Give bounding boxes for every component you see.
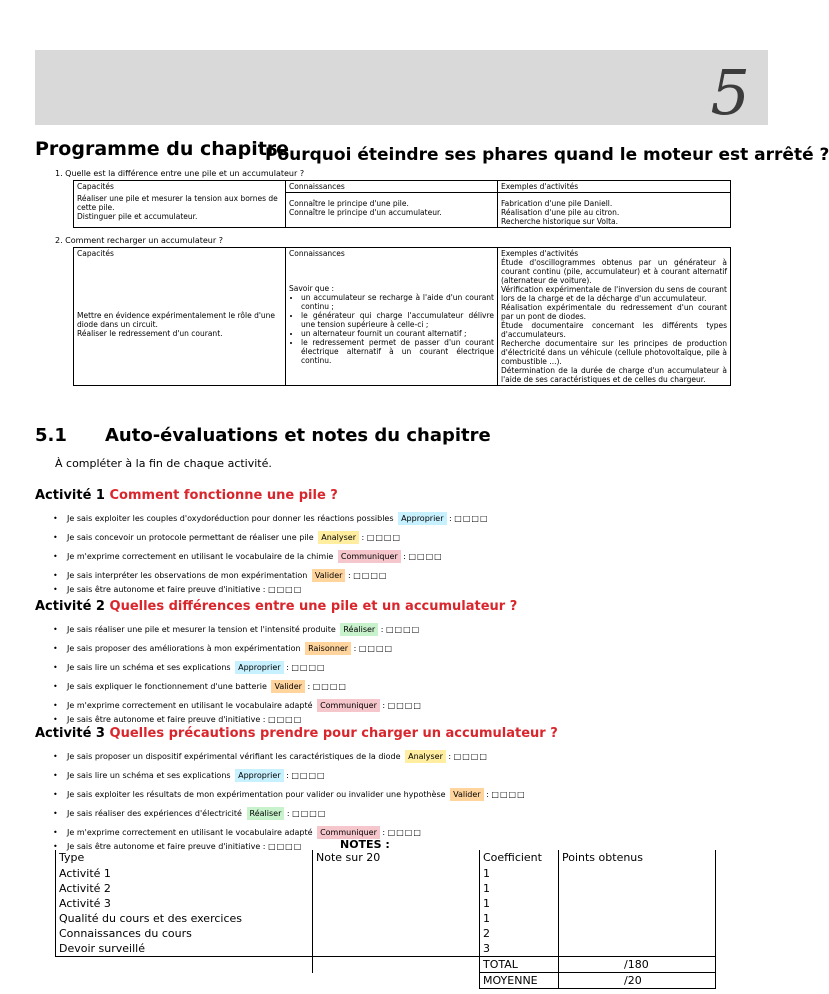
list-item: • Je sais lire un schéma et ses explications Approprier : □□□□	[50, 661, 422, 675]
section-heading	[35, 425, 491, 446]
section-number: 5.1	[35, 425, 67, 446]
rating-boxes[interactable]: □□□□	[358, 644, 394, 653]
table-row	[56, 957, 716, 973]
row-coef: 1	[480, 911, 559, 926]
cell-exemples	[498, 248, 731, 386]
header-coefficient: Coefficient	[480, 850, 559, 866]
rating-boxes[interactable]: □□□□	[454, 514, 489, 523]
row-type: Devoir surveillé	[56, 941, 313, 957]
row-coef: 2	[480, 926, 559, 941]
activity-title: Quelles précautions prendre pour charger un accumulateur ?	[109, 726, 558, 741]
row-type: Connaissances du cours	[56, 926, 313, 941]
list-item: • Je sais proposer des améliorations à mon expérimentation Raisonner : □□□□	[50, 642, 422, 656]
rating-boxes[interactable]: □□□□	[385, 625, 421, 634]
skill-tag: Valider	[271, 680, 305, 693]
list-item: • Je sais concevoir un protocole permettant de réaliser une pile Analyser : □□□□	[50, 531, 489, 545]
table-row	[56, 881, 716, 896]
header-exemples: Exemples d'activités	[501, 249, 579, 258]
note-cell[interactable]	[313, 911, 480, 926]
row-coef: 1	[480, 866, 559, 881]
item-text: Je sais proposer un dispositif expérimental vérifiant les caractéristiques de la diode	[67, 752, 401, 761]
list-item: • Je sais exploiter les résultats de mon expérimentation pour valider ou invalider une hypothèse Valider : □□□□	[50, 788, 526, 802]
list-item: • Je m'exprime correctement en utilisant le vocabulaire adapté Communiquer : □□□□	[50, 826, 526, 840]
skill-tag: Approprier	[398, 512, 446, 525]
text-line: Connaître le principe d'une pile.	[289, 199, 409, 208]
item-text: Je sais concevoir un protocole permettant de réaliser une pile	[67, 533, 314, 542]
activity-1-items	[50, 512, 489, 597]
points-cell[interactable]	[559, 941, 716, 957]
item-text: Je sais être autonome et faire preuve d'initiative :	[67, 842, 266, 851]
item-text: Je sais exploiter les résultats de mon expérimentation pour valider ou invalider une hypothèse	[67, 790, 446, 799]
text-line: Recherche historique sur Volta.	[501, 217, 618, 226]
skill-tag: Communiquer	[338, 550, 401, 563]
points-cell[interactable]	[559, 881, 716, 896]
row-type: Activité 1	[56, 866, 313, 881]
question-2: 2. Comment recharger un accumulateur ?	[55, 236, 223, 245]
note-cell[interactable]	[313, 941, 480, 957]
skill-tag: Réaliser	[340, 623, 378, 636]
rating-boxes[interactable]: □□□□	[366, 533, 402, 542]
rating-boxes[interactable]: □□□□	[387, 701, 422, 710]
list-item: • le redressement permet de passer d'un courant électrique alternatif à un courant électrique continu.	[301, 338, 494, 365]
points-cell[interactable]	[559, 896, 716, 911]
cell-capacites	[74, 264, 286, 385]
cell-capacites	[74, 193, 286, 228]
knowledge-list	[289, 293, 494, 365]
text-line: Fabrication d'une pile Daniell.	[501, 199, 613, 208]
rating-boxes[interactable]: □□□□	[387, 828, 422, 837]
header-type: Type	[56, 850, 313, 866]
rating-boxes[interactable]: □□□□	[353, 571, 388, 580]
rating-boxes[interactable]: □□□□	[491, 790, 526, 799]
list-item: • Je m'exprime correctement en utilisant le vocabulaire de la chimie Communiquer : □□□□	[50, 550, 489, 564]
list-item: • Je m'exprime correctement en utilisant le vocabulaire adapté Communiquer : □□□□	[50, 699, 422, 713]
rating-boxes[interactable]: □□□□	[268, 715, 303, 724]
skill-tag: Approprier	[235, 769, 283, 782]
item-text: Je sais lire un schéma et ses explications	[67, 663, 231, 672]
item-text: Je sais réaliser une pile et mesurer la tension et l'intensité produite	[67, 625, 336, 634]
list-item: • un alternateur fournit un courant alternatif ;	[301, 329, 494, 338]
activity-2-items	[50, 623, 422, 727]
skill-tag: Communiquer	[317, 699, 380, 712]
list-item: • Je sais lire un schéma et ses explications Approprier : □□□□	[50, 769, 526, 783]
row-type: Qualité du cours et des exercices	[56, 911, 313, 926]
header-capacites: Capacités	[74, 181, 286, 193]
cell-exemples	[498, 193, 731, 228]
row-coef: 1	[480, 896, 559, 911]
item-text: Je sais lire un schéma et ses explications	[67, 771, 231, 780]
item-text: Je sais interpréter les observations de mon expérimentation	[67, 571, 308, 580]
skill-tag: Analyser	[318, 531, 359, 544]
row-coef: 1	[480, 881, 559, 896]
rating-boxes[interactable]: □□□□	[408, 552, 443, 561]
list-item: • Je sais réaliser des expériences d'électricité Réaliser : □□□□	[50, 807, 526, 821]
note-cell[interactable]	[313, 866, 480, 881]
total-label: TOTAL	[480, 957, 559, 973]
item-text: Je sais réaliser des expériences d'électricité	[67, 809, 242, 818]
item-text: Je sais être autonome et faire preuve d'initiative :	[67, 585, 266, 594]
text-line: Mettre en évidence expérimentalement le rôle d'une diode dans un circuit.	[77, 311, 276, 330]
points-cell[interactable]	[559, 866, 716, 881]
header-exemples: Exemples d'activités	[498, 181, 731, 193]
points-cell[interactable]	[559, 926, 716, 941]
text-line: Vérification expérimentale de l'inversion du sens de courant lors de la charge et de la décharge d'un accumulateur.	[501, 285, 727, 303]
rating-boxes[interactable]: □□□□	[292, 809, 327, 818]
note-cell[interactable]	[313, 881, 480, 896]
skill-tag: Valider	[450, 788, 484, 801]
list-item: • le générateur qui charge l'accumulateur délivre une tension supérieure à celle-ci ;	[301, 311, 494, 329]
table-row	[56, 926, 716, 941]
activity-3-heading	[35, 726, 558, 741]
list-item: • Je sais réaliser une pile et mesurer la tension et l'intensité produite Réaliser : □□□□	[50, 623, 422, 637]
chapter-number: 5	[710, 56, 750, 129]
activity-label: Activité 1	[35, 488, 105, 503]
text-line: Recherche documentaire sur les principes de production d'électricité dans un véhicule (cellule photovoltaïque, pile à combustible ...).	[501, 339, 727, 366]
activity-label: Activité 3	[35, 726, 105, 741]
notes-heading: NOTES :	[340, 838, 390, 851]
section-title: Auto-évaluations et notes du chapitre	[105, 425, 491, 446]
activity-3-items	[50, 750, 526, 854]
text-line: Étude d'oscillogrammes obtenus par un générateur à courant continu (pile, accumulateur) et à courant alternatif (alternateur de voiture).	[501, 258, 727, 285]
text-line: Savoir que :	[289, 284, 334, 294]
rating-boxes[interactable]: □□□□	[291, 771, 326, 780]
rating-boxes[interactable]: □□□□	[268, 585, 303, 594]
header-capacites: Capacités	[74, 248, 286, 265]
moyenne-label: MOYENNE	[480, 973, 559, 989]
row-type: Activité 3	[56, 896, 313, 911]
list-item: • Je sais proposer un dispositif expérimental vérifiant les caractéristiques de la diode Analyser : □□□□	[50, 750, 526, 764]
skill-tag: Raisonner	[305, 642, 351, 655]
text-line: Réalisation d'une pile au citron.	[501, 208, 620, 217]
item-text: Je m'exprime correctement en utilisant le vocabulaire de la chimie	[67, 552, 334, 561]
table-row	[56, 973, 716, 989]
table-row	[56, 850, 716, 866]
text-line: Réaliser une pile et mesurer la tension aux bornes de cette pile.	[77, 193, 278, 212]
table-row	[56, 911, 716, 926]
skill-tag: Réaliser	[247, 807, 285, 820]
header-points: Points obtenus	[559, 850, 716, 866]
table-row	[56, 866, 716, 881]
list-item	[50, 713, 422, 727]
list-item: • un accumulateur se recharge à l'aide d'un courant continu ;	[301, 293, 494, 311]
list-item	[50, 583, 489, 597]
row-type: Activité 2	[56, 881, 313, 896]
activity-label: Activité 2	[35, 599, 105, 614]
rating-boxes[interactable]: □□□□	[291, 663, 326, 672]
question-1: 1. Quelle est la différence entre une pile et un accumulateur ?	[55, 169, 305, 178]
header-connaissances: Connaissances	[286, 248, 498, 265]
item-text: Je m'exprime correctement en utilisant le vocabulaire adapté	[67, 828, 313, 837]
programme-table-1	[73, 180, 731, 228]
note-cell[interactable]	[313, 896, 480, 911]
text-line: Connaître le principe d'un accumulateur.	[289, 208, 442, 217]
list-item: • Je sais exploiter les couples d'oxydoréduction pour donner les réactions possibles Approprier : □□□□	[50, 512, 489, 526]
item-text: Je sais exploiter les couples d'oxydoréduction pour donner les réactions possibles	[67, 514, 394, 523]
programme-heading: Programme du chapitre	[35, 138, 290, 160]
header-connaissances: Connaissances	[286, 181, 498, 193]
text-line: Réaliser le redressement d'un courant.	[77, 329, 223, 339]
section-intro: À compléter à la fin de chaque activité.	[55, 457, 272, 470]
activity-1-heading	[35, 488, 338, 503]
item-text: Je sais expliquer le fonctionnement d'une batterie	[67, 682, 267, 691]
text-line: Étude documentaire concernant les différents types d'accumulateurs.	[501, 321, 727, 339]
cell-connaissances	[286, 193, 498, 228]
text-line: Réalisation expérimentale du redressement d'un courant par un pont de diodes.	[501, 303, 727, 321]
item-text: Je sais être autonome et faire preuve d'initiative :	[67, 715, 266, 724]
cell-connaissances	[286, 264, 498, 385]
table-row	[56, 896, 716, 911]
activity-title: Quelles différences entre une pile et un accumulateur ?	[109, 599, 518, 614]
activity-title: Comment fonctionne une pile ?	[109, 488, 338, 503]
table-row	[56, 941, 716, 957]
skill-tag: Approprier	[235, 661, 283, 674]
rating-boxes[interactable]: □□□□	[453, 752, 488, 761]
row-coef: 3	[480, 941, 559, 957]
total-value[interactable]: /180	[559, 957, 716, 973]
notes-table	[55, 850, 716, 989]
item-text: Je m'exprime correctement en utilisant le vocabulaire adapté	[67, 701, 313, 710]
programme-table-2	[73, 247, 731, 386]
activity-2-heading	[35, 599, 517, 614]
rating-boxes[interactable]: □□□□	[312, 682, 347, 691]
moyenne-value[interactable]: /20	[559, 973, 716, 989]
text-line: Détermination de la durée de charge d'un accumulateur à l'aide de ses caractéristiques et de celles du chargeur.	[501, 366, 727, 384]
item-text: Je sais proposer des améliorations à mon expérimentation	[67, 644, 301, 653]
skill-tag: Communiquer	[317, 826, 380, 839]
points-cell[interactable]	[559, 911, 716, 926]
skill-tag: Analyser	[405, 750, 446, 763]
header-note: Note sur 20	[313, 850, 480, 866]
list-item: • Je sais expliquer le fonctionnement d'une batterie Valider : □□□□	[50, 680, 422, 694]
rating-boxes[interactable]: □□□□	[268, 842, 303, 851]
list-item: • Je sais interpréter les observations de mon expérimentation Valider : □□□□	[50, 569, 489, 583]
chapter-title: Pourquoi éteindre ses phares quand le moteur est arrêté ?	[265, 145, 829, 165]
skill-tag: Valider	[312, 569, 346, 582]
note-cell[interactable]	[313, 926, 480, 941]
text-line: Distinguer pile et accumulateur.	[77, 211, 198, 221]
